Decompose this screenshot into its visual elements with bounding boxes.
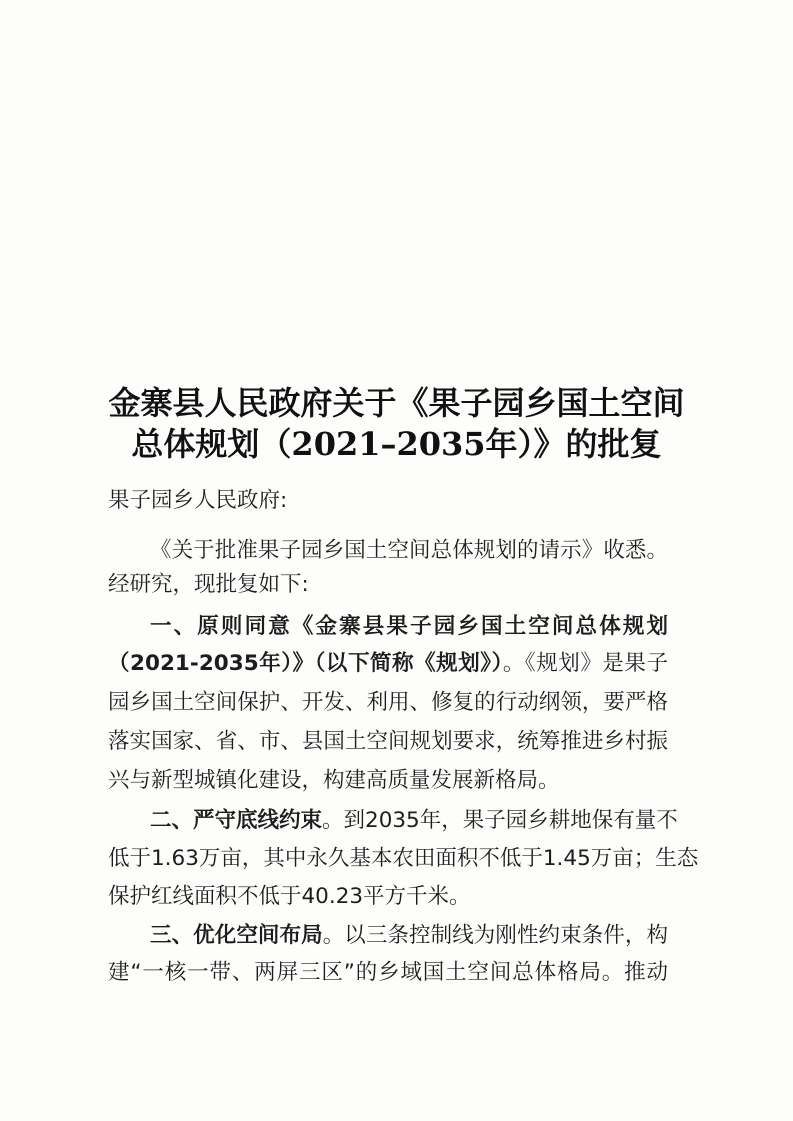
section-2-line-2: 低于1.63万亩，其中永久基本农田面积不低于1.45万亩；生态	[108, 846, 699, 871]
section-3-heading: 三、优化空间布局	[150, 923, 323, 948]
document-title-line-1: 金寨县人民政府关于《果子园乡国土空间	[108, 384, 685, 422]
intro-line-1: 《关于批准果子园乡国土空间总体规划的请示》收悉。	[150, 538, 668, 563]
intro-line-2: 经研究，现批复如下:	[108, 572, 309, 597]
section-1-line-3: 园乡国土空间保护、开发、利用、修复的行动纲领，要严格	[108, 690, 668, 715]
section-2-line-1-rest: 。到2035年，果子园乡耕地保有量不	[322, 808, 678, 833]
section-2-heading: 二、严守底线约束	[150, 808, 323, 833]
section-3-line-1	[150, 921, 668, 951]
section-1-line-2-rest: 。《规划》是果子	[502, 651, 668, 676]
document-title-line-2: 总体规划（2021–2035年）》的批复	[131, 425, 662, 463]
section-1-short-name-clause: （2021-2035年）》（以下简称《规划》）	[108, 651, 503, 676]
section-2-line-1	[150, 806, 678, 836]
section-3-line-1-rest: 。以三条控制线为刚性约束条件，构	[322, 923, 668, 948]
section-2-line-3: 保护红线面积不低于40.23平方千米。	[108, 884, 471, 909]
section-3-line-2: 建“一核一带、两屏三区”的乡域国土空间总体格局。推动	[108, 960, 668, 985]
section-1-line-4: 落实国家、省、市、县国土空间规划要求，统筹推进乡村振	[108, 729, 668, 754]
section-1-line-2	[108, 649, 668, 679]
salutation: 果子园乡人民政府:	[108, 488, 288, 513]
section-1-heading: 一、原则同意《金寨县果子园乡国土空间总体规划	[150, 614, 668, 639]
section-1-line-5: 兴与新型城镇化建设，构建高质量发展新格局。	[108, 768, 560, 793]
